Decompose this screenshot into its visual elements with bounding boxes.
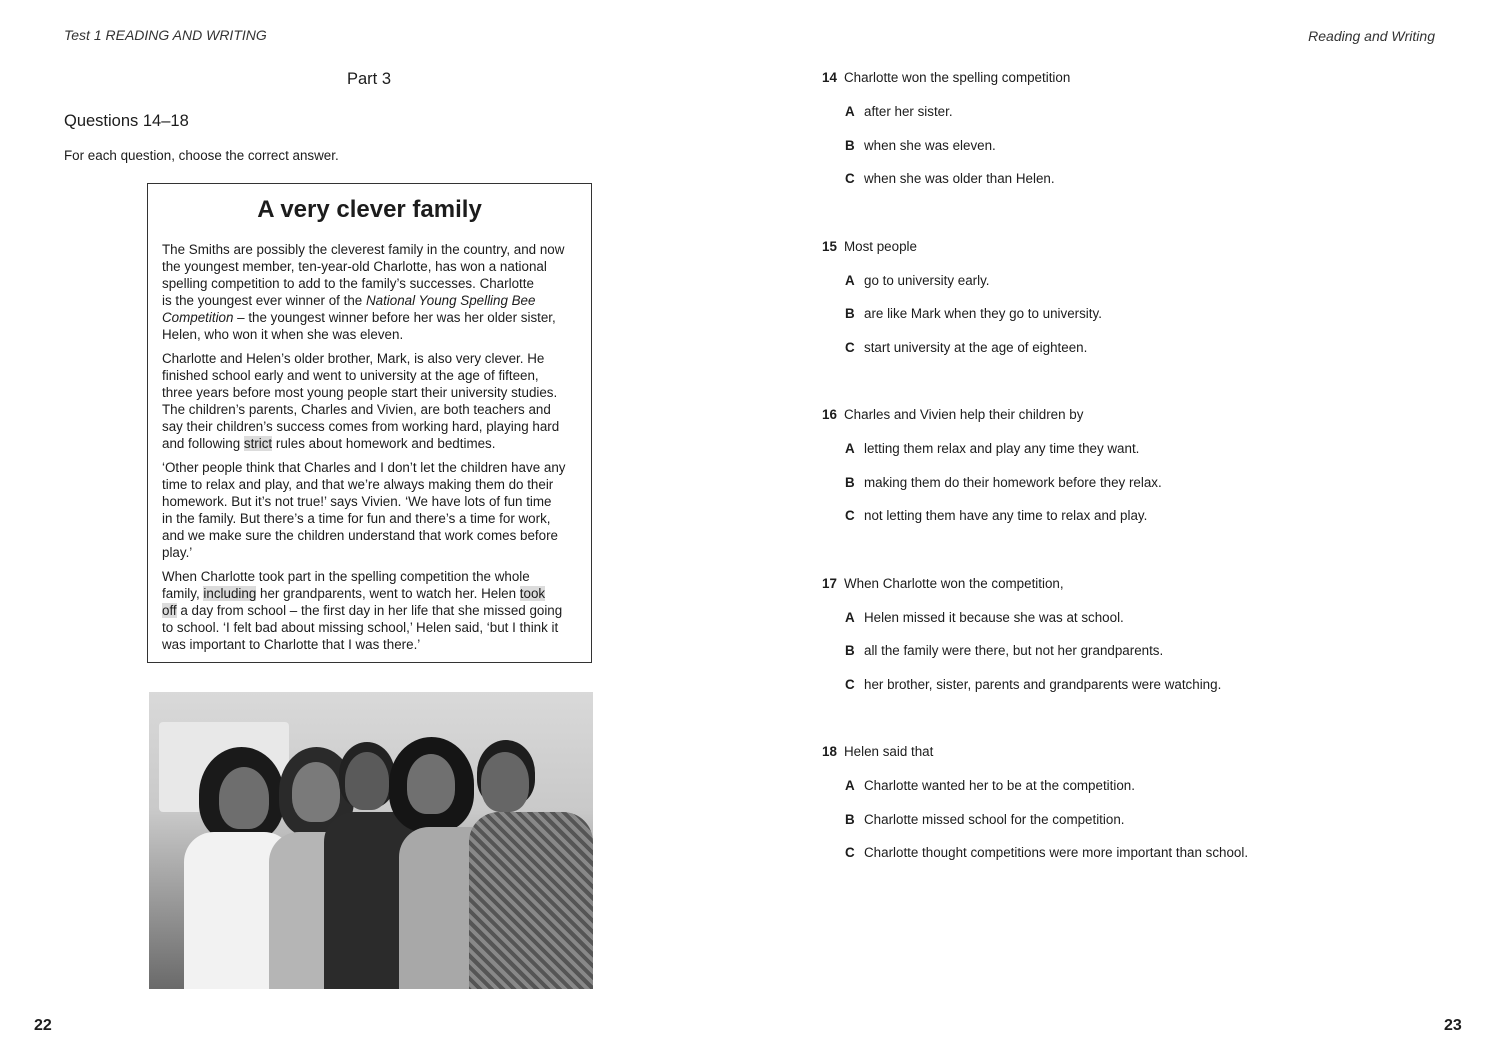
- answer-option[interactable]: [845, 340, 1087, 355]
- text-segment: was important to Charlotte that I was there.’: [162, 637, 421, 652]
- page-number-left: 22: [34, 1017, 52, 1034]
- option-text: Charlotte thought competitions were more important than school.: [864, 845, 1249, 861]
- highlighted-word: took: [519, 586, 546, 601]
- answer-option[interactable]: [845, 677, 1221, 692]
- option-letter: A: [845, 609, 855, 625]
- text-segment: spelling competition to add to the family’s successes. Charlotte: [162, 276, 534, 291]
- text-segment: finished school early and went to university at the age of fifteen,: [162, 368, 539, 383]
- questions-heading: Questions 14–18: [64, 112, 189, 130]
- passage-line: [162, 459, 565, 476]
- option-text: Helen missed it because she was at school.: [864, 609, 1124, 625]
- question-stem: When Charlotte won the competition,: [844, 575, 1064, 591]
- passage-paragraph: [162, 350, 565, 452]
- option-letter: A: [845, 778, 855, 793]
- passage-line: [162, 401, 565, 418]
- option-letter: C: [845, 676, 855, 692]
- answer-option[interactable]: [845, 104, 953, 119]
- question-number: 16: [822, 407, 837, 422]
- highlighted-word: off: [162, 603, 177, 618]
- text-segment: is the youngest ever winner of the: [162, 293, 366, 308]
- option-text: her brother, sister, parents and grandparents were watching.: [864, 676, 1222, 692]
- passage-line: [162, 258, 565, 275]
- text-segment: the youngest member, ten-year-old Charlotte, has won a national: [162, 259, 547, 274]
- question-stem: Most people: [844, 238, 917, 254]
- option-letter: B: [845, 643, 855, 659]
- question-number: 14: [822, 70, 837, 85]
- text-segment: rules about homework and bedtimes.: [272, 436, 496, 451]
- option-text: letting them relax and play any time they want.: [864, 441, 1140, 456]
- question-stem: Charlotte won the spelling competition: [844, 70, 1071, 85]
- answer-option[interactable]: [845, 508, 1147, 523]
- option-letter: C: [845, 171, 855, 187]
- text-segment: Helen, who won it when she was eleven.: [162, 327, 404, 342]
- text-segment: to school. ‘I felt bad about missing school,’ Helen said, ‘but I think it: [162, 620, 559, 635]
- answer-option[interactable]: [845, 475, 1162, 490]
- option-text: after her sister.: [864, 104, 953, 119]
- passage-line: [162, 493, 565, 510]
- highlighted-word: strict: [243, 436, 273, 451]
- text-segment: in the family. But there’s a time for fun and there’s a time for work,: [162, 511, 551, 526]
- passage-line: [162, 326, 565, 343]
- answer-option[interactable]: [845, 778, 1135, 793]
- text-segment: Competition: [162, 310, 234, 325]
- passage-line: [162, 292, 565, 309]
- option-letter: C: [845, 845, 855, 861]
- highlighted-word: including: [203, 586, 257, 601]
- option-text: go to university early.: [864, 272, 990, 288]
- running-header-right: Reading and Writing: [1308, 28, 1435, 44]
- passage-line: [162, 384, 565, 401]
- page-number-right: 23: [1444, 1017, 1462, 1034]
- option-letter: B: [845, 811, 855, 827]
- option-text: making them do their homework before they relax.: [864, 474, 1162, 490]
- option-letter: A: [845, 441, 855, 456]
- passage-line: [162, 367, 565, 384]
- passage-line: [162, 418, 565, 435]
- answer-option[interactable]: [845, 306, 1102, 321]
- option-letter: C: [845, 339, 855, 355]
- text-segment: play.’: [162, 545, 193, 560]
- question-number: 17: [822, 575, 837, 591]
- option-text: Charlotte wanted her to be at the competition.: [864, 778, 1135, 793]
- passage-line: [162, 275, 565, 292]
- question-number: 18: [822, 744, 837, 759]
- passage-title: A very clever family: [257, 196, 482, 223]
- answer-option[interactable]: [845, 812, 1125, 827]
- text-segment: The children’s parents, Charles and Vivien, are both teachers and: [162, 402, 551, 417]
- text-segment: her grandparents, went to watch her. Helen: [256, 586, 520, 601]
- text-segment: – the youngest winner before her was her older sister,: [233, 310, 556, 325]
- option-letter: A: [845, 272, 855, 288]
- part-title: Part 3: [347, 70, 392, 88]
- option-letter: A: [845, 104, 855, 119]
- option-text: Charlotte missed school for the competition.: [864, 811, 1125, 827]
- question-number: 15: [822, 238, 837, 254]
- option-text: all the family were there, but not her grandparents.: [864, 643, 1164, 659]
- passage-line: [162, 585, 565, 602]
- option-letter: B: [845, 306, 855, 322]
- passage-paragraph: [162, 241, 565, 343]
- text-segment: and we make sure the children understand that work comes before: [162, 528, 558, 543]
- passage-line: [162, 435, 565, 452]
- passage-line: [162, 476, 565, 493]
- option-text: not letting them have any time to relax and play.: [864, 508, 1148, 524]
- text-segment: family,: [162, 586, 204, 601]
- option-letter: B: [845, 137, 855, 153]
- answer-option[interactable]: [845, 845, 1248, 860]
- text-segment: and following: [162, 436, 244, 451]
- passage-line: [162, 241, 565, 258]
- passage-line: [162, 568, 565, 585]
- text-segment: Charlotte and Helen’s older brother, Mark, is also very clever. He: [162, 351, 545, 366]
- passage-line: [162, 636, 565, 653]
- text-segment: ‘Other people think that Charles and I don’t let the children have any: [162, 460, 566, 475]
- option-text: start university at the age of eighteen.: [864, 339, 1088, 355]
- option-text: when she was older than Helen.: [864, 171, 1055, 187]
- answer-option[interactable]: [845, 171, 1055, 186]
- text-segment: a day from school – the first day in her life that she missed going: [176, 603, 563, 618]
- instruction: For each question, choose the correct answer.: [64, 148, 339, 163]
- question-stem: Helen said that: [844, 744, 934, 759]
- passage-line: [162, 602, 565, 619]
- passage-line: [162, 510, 565, 527]
- passage-line: [162, 309, 565, 326]
- text-segment: The Smiths are possibly the cleverest family in the country, and now: [162, 242, 565, 257]
- option-letter: B: [845, 474, 855, 490]
- passage-paragraph: [162, 568, 565, 653]
- passage-paragraph: [162, 459, 565, 561]
- text-segment: three years before most young people start their university studies.: [162, 385, 558, 400]
- family-photo: [149, 692, 593, 989]
- answer-option[interactable]: [845, 610, 1124, 625]
- text-segment: When Charlotte took part in the spelling competition the whole: [162, 569, 530, 584]
- text-segment: say their children’s success comes from working hard, playing hard: [162, 419, 560, 434]
- answer-option[interactable]: [845, 643, 1163, 658]
- text-segment: homework. But it’s not true!’ says Vivien. ‘We have lots of fun time: [162, 494, 552, 509]
- answer-option[interactable]: [845, 138, 996, 153]
- text-segment: time to relax and play, and that we’re always making them do their: [162, 477, 554, 492]
- question-stem: Charles and Vivien help their children by: [844, 407, 1084, 422]
- passage-body: [162, 241, 565, 660]
- passage-line: [162, 619, 565, 636]
- passage-line: [162, 350, 565, 367]
- passage-line: [162, 544, 565, 561]
- answer-option[interactable]: [845, 273, 990, 288]
- reading-passage-box: [147, 183, 592, 663]
- option-text: are like Mark when they go to university.: [864, 306, 1102, 322]
- text-segment: National Young Spelling Bee: [365, 293, 536, 308]
- passage-line: [162, 527, 565, 544]
- option-text: when she was eleven.: [864, 137, 996, 153]
- running-header-left: Test 1 READING AND WRITING: [64, 27, 267, 43]
- option-letter: C: [845, 508, 855, 524]
- answer-option[interactable]: [845, 441, 1139, 456]
